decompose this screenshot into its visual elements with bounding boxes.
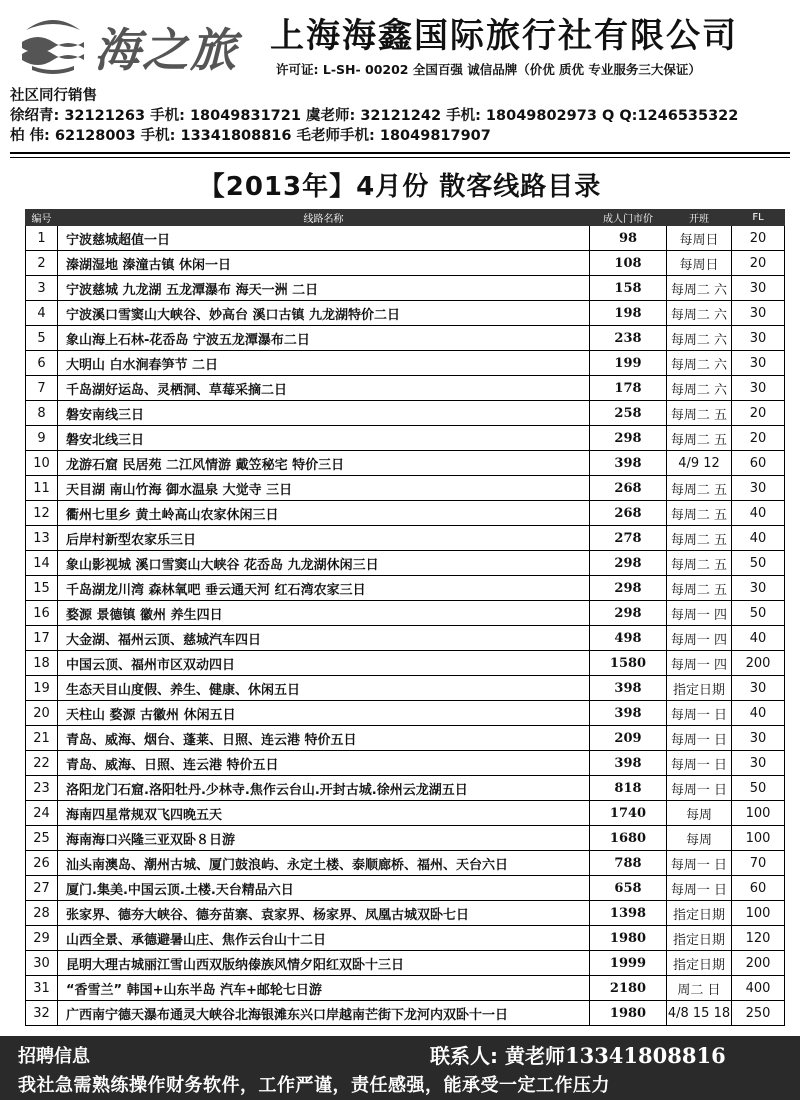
route-name: 青岛、威海、日照、连云港 特价五日	[58, 751, 590, 776]
route-name: 千岛湖龙川湾 森林氧吧 垂云通天河 红石湾农家三日	[58, 576, 590, 601]
adult-price: 258	[590, 401, 667, 426]
contact-label: 联系人: 黄老师	[430, 1044, 565, 1068]
route-name: 张家界、德夯大峡谷、德夯苗寨、袁家界、杨家界、凤凰古城双卧七日	[58, 901, 590, 926]
table-header-row	[26, 210, 785, 226]
recruitment-title: 招聘信息	[18, 1046, 90, 1067]
table-row	[26, 326, 785, 351]
table-row	[26, 451, 785, 476]
departure-schedule: 每周二 五	[667, 476, 732, 501]
departure-schedule: 每周一 日	[667, 701, 732, 726]
contacts-line-2: 柏 伟: 62128003 手机: 13341808816 毛老师手机: 18049817907	[10, 128, 491, 144]
route-name: 汕头南澳岛、潮州古城、厦门鼓浪屿、永定土楼、泰顺廊桥、福州、天台六日	[58, 851, 590, 876]
row-number: 26	[26, 851, 58, 876]
table-row	[26, 826, 785, 851]
routes-table	[25, 209, 785, 1026]
departure-schedule: 每周日	[667, 226, 732, 251]
table-row	[26, 351, 785, 376]
departure-schedule: 每周二 六	[667, 376, 732, 401]
logo	[18, 10, 258, 80]
row-number: 19	[26, 676, 58, 701]
departure-schedule: 每周二 五	[667, 551, 732, 576]
adult-price: 788	[590, 851, 667, 876]
departure-schedule: 每周二 六	[667, 326, 732, 351]
departure-schedule: 每周二 六	[667, 351, 732, 376]
contacts-line-1: 徐绍青: 32121263 手机: 18049831721 虞老师: 32121242 手机: 18049802973 Q Q:1246535322	[10, 108, 739, 124]
route-name: 宁波溪口雪窦山大峡谷、妙高台 溪口古镇 九龙湖特价二日	[58, 301, 590, 326]
adult-price: 1980	[590, 1001, 667, 1026]
table-row	[26, 376, 785, 401]
table-row	[26, 776, 785, 801]
departure-schedule: 每周日	[667, 251, 732, 276]
adult-price: 199	[590, 351, 667, 376]
row-number: 22	[26, 751, 58, 776]
fl-value: 200	[732, 951, 785, 976]
departure-schedule: 指定日期	[667, 951, 732, 976]
row-number: 3	[26, 276, 58, 301]
table-row	[26, 851, 785, 876]
row-number: 9	[26, 426, 58, 451]
row-number: 2	[26, 251, 58, 276]
header-price: 成人门市价	[590, 210, 667, 226]
adult-price: 818	[590, 776, 667, 801]
route-name: 海南四星常规双飞四晚五天	[58, 801, 590, 826]
row-number: 17	[26, 626, 58, 651]
fl-value: 30	[732, 751, 785, 776]
adult-price: 108	[590, 251, 667, 276]
departure-schedule: 每周一 日	[667, 776, 732, 801]
adult-price: 158	[590, 276, 667, 301]
departure-schedule: 指定日期	[667, 676, 732, 701]
departure-schedule: 每周二 五	[667, 576, 732, 601]
route-name: 磐安南线三日	[58, 401, 590, 426]
fl-value: 100	[732, 826, 785, 851]
page-title: 【2013年】4月份 散客线路目录	[198, 172, 602, 202]
route-name: 厦门.集美.中国云顶.土楼.天台精品六日	[58, 876, 590, 901]
adult-price: 398	[590, 701, 667, 726]
table-row	[26, 501, 785, 526]
header-no: 编号	[26, 210, 58, 226]
route-name: 中国云顶、福州市区双动四日	[58, 651, 590, 676]
route-name: 洛阳龙门石窟.洛阳牡丹.少林寺.焦作云台山.开封古城.徐州云龙湖五日	[58, 776, 590, 801]
fl-value: 60	[732, 876, 785, 901]
row-number: 4	[26, 301, 58, 326]
route-name: 天目湖 南山竹海 御水温泉 大觉寺 三日	[58, 476, 590, 501]
route-name: 青岛、威海、烟台、蓬莱、日照、连云港 特价五日	[58, 726, 590, 751]
adult-price: 1398	[590, 901, 667, 926]
adult-price: 298	[590, 576, 667, 601]
adult-price: 1999	[590, 951, 667, 976]
departure-schedule: 每周	[667, 826, 732, 851]
route-name: 宁波慈城超值一日	[58, 226, 590, 251]
departure-schedule: 每周一 日	[667, 876, 732, 901]
row-number: 30	[26, 951, 58, 976]
fl-value: 30	[732, 476, 785, 501]
adult-price: 398	[590, 676, 667, 701]
departure-schedule: 指定日期	[667, 926, 732, 951]
divider-line	[10, 152, 790, 154]
fl-value: 20	[732, 226, 785, 251]
row-number: 18	[26, 651, 58, 676]
route-name: 大金湖、福州云顶、慈城汽车四日	[58, 626, 590, 651]
table-row	[26, 1001, 785, 1026]
routes-table-body	[26, 226, 785, 1026]
recruitment-footer	[0, 1036, 800, 1100]
divider-line-thin	[10, 157, 790, 158]
contacts-block	[10, 86, 795, 146]
table-row	[26, 476, 785, 501]
header-fl: FL	[732, 210, 785, 226]
adult-price: 498	[590, 626, 667, 651]
table-row	[26, 751, 785, 776]
fl-value: 30	[732, 676, 785, 701]
fl-value: 20	[732, 401, 785, 426]
row-number: 23	[26, 776, 58, 801]
route-name: “香雪兰” 韩国+山东半岛 汽车+邮轮七日游	[58, 976, 590, 1001]
departure-schedule: 每周一 四	[667, 651, 732, 676]
route-name: 大明山 白水涧春笋节 二日	[58, 351, 590, 376]
table-row	[26, 676, 785, 701]
route-name: 宁波慈城 九龙湖 五龙潭瀑布 海天一洲 二日	[58, 276, 590, 301]
table-row	[26, 926, 785, 951]
header	[0, 0, 800, 84]
adult-price: 1680	[590, 826, 667, 851]
departure-schedule: 每周一 四	[667, 601, 732, 626]
table-row	[26, 951, 785, 976]
route-name: 海南海口兴隆三亚双卧８日游	[58, 826, 590, 851]
fl-value: 30	[732, 576, 785, 601]
adult-price: 98	[590, 226, 667, 251]
adult-price: 1580	[590, 651, 667, 676]
route-name: 山西全景、承德避暑山庄、焦作云台山十二日	[58, 926, 590, 951]
fl-value: 30	[732, 351, 785, 376]
fl-value: 120	[732, 926, 785, 951]
departure-schedule: 每周	[667, 801, 732, 826]
departure-schedule: 指定日期	[667, 901, 732, 926]
adult-price: 298	[590, 551, 667, 576]
fl-value: 20	[732, 251, 785, 276]
row-number: 21	[26, 726, 58, 751]
table-row	[26, 901, 785, 926]
row-number: 13	[26, 526, 58, 551]
recruitment-contact	[430, 1040, 726, 1069]
fl-value: 40	[732, 626, 785, 651]
route-name: 象山影视城 溪口雪窦山大峡谷 花岙岛 九龙湖休闲三日	[58, 551, 590, 576]
table-row	[26, 276, 785, 301]
departure-schedule: 每周一 四	[667, 626, 732, 651]
adult-price: 298	[590, 601, 667, 626]
row-number: 27	[26, 876, 58, 901]
departure-schedule: 4/9 12	[667, 451, 732, 476]
contacts-title: 社区同行销售	[10, 88, 97, 104]
adult-price: 268	[590, 501, 667, 526]
adult-price: 268	[590, 476, 667, 501]
adult-price: 658	[590, 876, 667, 901]
row-number: 1	[26, 226, 58, 251]
row-number: 5	[26, 326, 58, 351]
fl-value: 40	[732, 701, 785, 726]
adult-price: 2180	[590, 976, 667, 1001]
recruitment-description: 我社急需熟练操作财务软件，工作严谨，责任感强，能承受一定工作压力	[18, 1075, 610, 1096]
table-row	[26, 526, 785, 551]
table-row	[26, 601, 785, 626]
departure-schedule: 每周二 五	[667, 501, 732, 526]
departure-schedule: 每周一 日	[667, 751, 732, 776]
departure-schedule: 每周二 六	[667, 276, 732, 301]
route-name: 象山海上石林-花岙岛 宁波五龙潭瀑布二日	[58, 326, 590, 351]
row-number: 31	[26, 976, 58, 1001]
route-name: 磐安北线三日	[58, 426, 590, 451]
adult-price: 178	[590, 376, 667, 401]
departure-schedule: 4/8 15 18	[667, 1001, 732, 1026]
table-row	[26, 976, 785, 1001]
fl-value: 20	[732, 426, 785, 451]
fl-value: 30	[732, 276, 785, 301]
row-number: 10	[26, 451, 58, 476]
header-route-name: 线路名称	[58, 210, 590, 226]
fl-value: 30	[732, 726, 785, 751]
fl-value: 200	[732, 651, 785, 676]
fl-value: 30	[732, 301, 785, 326]
row-number: 6	[26, 351, 58, 376]
row-number: 15	[26, 576, 58, 601]
row-number: 11	[26, 476, 58, 501]
fl-value: 100	[732, 901, 785, 926]
table-row	[26, 576, 785, 601]
fl-value: 30	[732, 376, 785, 401]
departure-schedule: 每周二 五	[667, 426, 732, 451]
departure-schedule: 每周二 五	[667, 401, 732, 426]
route-name: 千岛湖好运岛、灵栖洞、草莓采摘二日	[58, 376, 590, 401]
row-number: 29	[26, 926, 58, 951]
departure-schedule: 周二 日	[667, 976, 732, 1001]
table-row	[26, 401, 785, 426]
departure-schedule: 每周一 日	[667, 726, 732, 751]
company-name: 上海海鑫国际旅行社有限公司	[270, 16, 738, 56]
row-number: 14	[26, 551, 58, 576]
adult-price: 278	[590, 526, 667, 551]
route-name: 广西南宁德天瀑布通灵大峡谷北海银滩东兴口岸越南芒街下龙河内双卧十一日	[58, 1001, 590, 1026]
fl-value: 50	[732, 601, 785, 626]
route-name: 婺源 景德镇 徽州 养生四日	[58, 601, 590, 626]
fl-value: 50	[732, 551, 785, 576]
fl-value: 30	[732, 326, 785, 351]
adult-price: 1740	[590, 801, 667, 826]
row-number: 25	[26, 826, 58, 851]
fl-value: 60	[732, 451, 785, 476]
adult-price: 298	[590, 426, 667, 451]
table-row	[26, 226, 785, 251]
contact-phone: 13341808816	[564, 1043, 726, 1068]
departure-schedule: 每周二 六	[667, 301, 732, 326]
fl-value: 400	[732, 976, 785, 1001]
license-line: 许可证: L-SH- 00202 全国百强 诚信品牌（价优 质优 专业服务三大保证）	[276, 62, 701, 77]
route-name: 生态天目山度假、养生、健康、休闲五日	[58, 676, 590, 701]
row-number: 32	[26, 1001, 58, 1026]
logo-text: 海之旅	[94, 23, 238, 77]
row-number: 8	[26, 401, 58, 426]
wave-logo-icon	[18, 12, 88, 74]
table-row	[26, 701, 785, 726]
route-name: 后岸村新型农家乐三日	[58, 526, 590, 551]
table-row	[26, 801, 785, 826]
adult-price: 398	[590, 751, 667, 776]
row-number: 12	[26, 501, 58, 526]
adult-price: 198	[590, 301, 667, 326]
departure-schedule: 每周一 日	[667, 851, 732, 876]
header-schedule: 开班	[667, 210, 732, 226]
table-row	[26, 651, 785, 676]
table-row	[26, 626, 785, 651]
row-number: 20	[26, 701, 58, 726]
route-name: 昆明大理古城丽江雪山西双版纳傣族风情夕阳红双卧十三日	[58, 951, 590, 976]
table-row	[26, 301, 785, 326]
fl-value: 100	[732, 801, 785, 826]
route-name: 衢州七里乡 黄土岭高山农家休闲三日	[58, 501, 590, 526]
departure-schedule: 每周二 五	[667, 526, 732, 551]
route-name: 龙游石窟 民居苑 二江风情游 戴笠秘宅 特价三日	[58, 451, 590, 476]
adult-price: 209	[590, 726, 667, 751]
table-row	[26, 426, 785, 451]
fl-value: 40	[732, 501, 785, 526]
table-row	[26, 251, 785, 276]
fl-value: 50	[732, 776, 785, 801]
table-row	[26, 551, 785, 576]
adult-price: 1980	[590, 926, 667, 951]
row-number: 24	[26, 801, 58, 826]
row-number: 16	[26, 601, 58, 626]
table-row	[26, 726, 785, 751]
table-row	[26, 876, 785, 901]
fl-value: 40	[732, 526, 785, 551]
row-number: 7	[26, 376, 58, 401]
adult-price: 238	[590, 326, 667, 351]
route-name: 天柱山 婺源 古徽州 休闲五日	[58, 701, 590, 726]
fl-value: 70	[732, 851, 785, 876]
adult-price: 398	[590, 451, 667, 476]
fl-value: 250	[732, 1001, 785, 1026]
route-name: 溱湖湿地 溱潼古镇 休闲一日	[58, 251, 590, 276]
row-number: 28	[26, 901, 58, 926]
